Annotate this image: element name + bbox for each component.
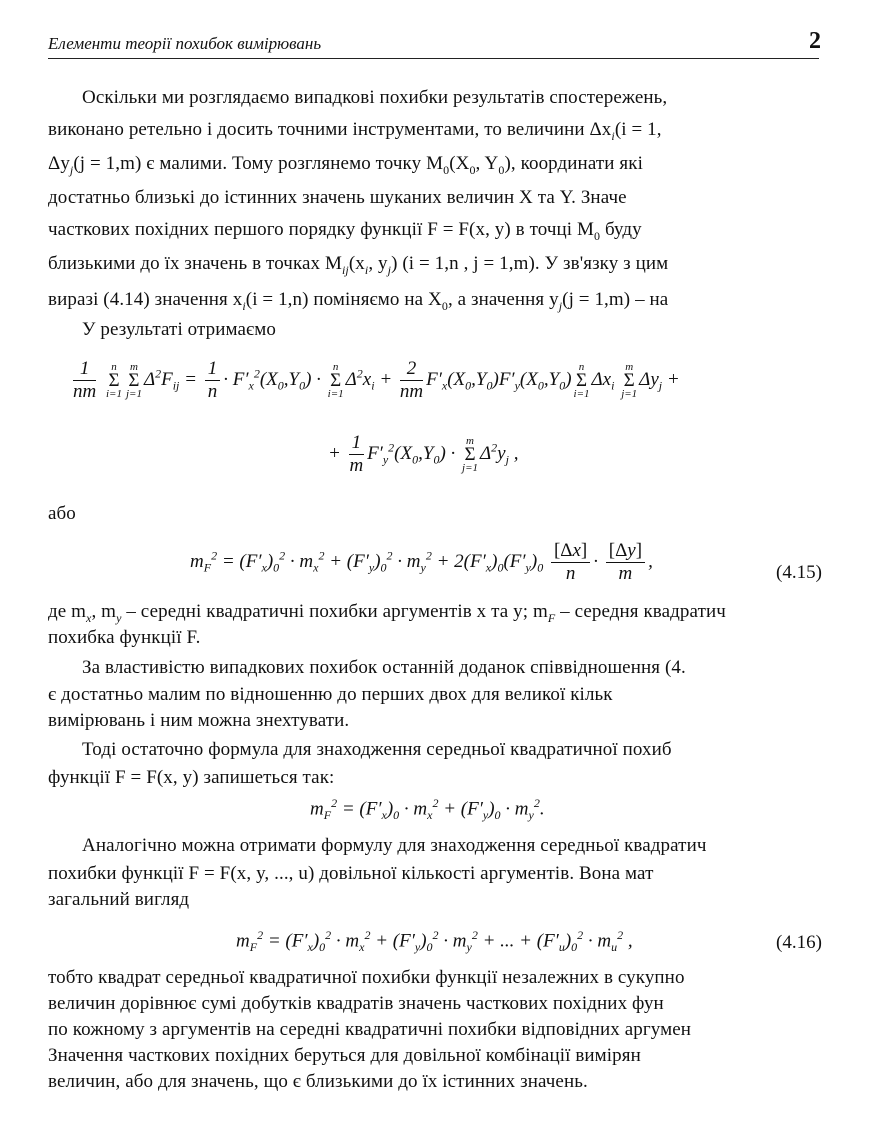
paragraph-line: близькими до їх значень в точках $M_{ij}(x_i$, $y_j$) (i = 1,n , j = 1,m). У зв'язку з цим [48, 253, 669, 277]
equation-sum-expansion-cont: + $\frac{1}{m}$ $F'_y^2(X_0,Y_0)$ · m Σ j=1 $\Delta^2y_j$ , [328, 432, 519, 476]
equation-number: (4.16) [776, 932, 822, 953]
paragraph-line: величин, або для значень, що є близькими до їх істинних значень. [48, 1071, 588, 1092]
paragraph-line: Оскільки ми розглядаємо випадкові похибки результатів спостережень, [82, 87, 668, 108]
paragraph-line: по кожному з аргументів на середні квадратичні похибки відповідних аргумен [48, 1019, 692, 1040]
paragraph-line: величин дорівнює сумі добутків квадратів значень часткових похідних фун [48, 993, 664, 1014]
paragraph-line: загальний вигляд [48, 889, 190, 910]
equation-simplified: $m_F^2 = (F'_x)_0 \cdot m_x^2 + (F'_y)_0 \cdot m_y^2$. [310, 796, 545, 823]
equation-4-15: $m_F^2 = (F'_x)_0^2 \cdot m_x^2 + (F'_y)_0^2 \cdot m_y^2 + 2(F'_x)_0(F'_y)_0$ $\frac{[\Delta x]}{n}$ · $\frac{[\Delta y]}{m}$ , [190, 540, 653, 584]
paragraph-line: функції F = F(x, y) запишеться так: [48, 767, 335, 788]
paragraph-line: де $m_x$, $m_y$ – середні квадратичні похибки аргументів x та y; $m_F$ – середня квадратич [48, 601, 726, 625]
running-title: Елементи теорії похибок вимірювань [48, 34, 322, 53]
paragraph-line: виконано ретельно і досить точними інструментами, то величини $\Delta x_i(i = 1$, [48, 119, 662, 143]
paragraph-line: є достатньо малим по відношенню до перших двох для великої кільк [48, 684, 613, 705]
paragraph-line: Значення часткових похідних беруться для довільної комбінації вимірян [48, 1045, 641, 1066]
paragraph-line: похибка функції F. [48, 627, 201, 648]
paragraph-line: Тоді остаточно формула для знаходження середньої квадратичної похиб [82, 739, 672, 760]
paragraph-line: виразі (4.14) значення $x_i(i = 1,n)$ поміняємо на $X_0$, а значення $y_j(j = 1,m)$ – на [48, 289, 669, 313]
paragraph-line: За властивістю випадкових похибок останній доданок співвідношення (4. [82, 657, 686, 678]
paragraph-line: вимірювань і ним можна знехтувати. [48, 710, 350, 731]
paragraph-line: тобто квадрат середньої квадратичної похибки функції незалежних в сукупно [48, 967, 685, 988]
paragraph-line: достатньо близькі до істинних значень шуканих величин X та Y. Значе [48, 187, 627, 208]
equation-4-16: $m_F^2 = (F'_x)_0^2 \cdot m_x^2 + (F'_y)_0^2 \cdot m_y^2$ + ... + $(F'_u)_0^2 \cdot m_u^2$ , [236, 928, 633, 955]
fraction: $\frac{1}{nm}$ [73, 358, 97, 402]
equation-number: (4.15) [776, 562, 822, 583]
paragraph-line: $\Delta y_j(j = 1,m)$ є малими. Тому розглянемо точку $M_0(X_0$, $Y_0$), координати які [48, 153, 643, 177]
running-header [48, 28, 821, 59]
paragraph-line: Аналогічно можна отримати формулу для знаходження середньої квадратич [82, 835, 707, 856]
paragraph-line: похибки функції F = F(x, y, ..., u) довільної кількості аргументів. Вона мат [48, 863, 654, 884]
paragraph-line: У результаті отримаємо [82, 319, 277, 340]
paragraph-line: або [48, 503, 76, 524]
equation-sum-expansion: $\frac{1}{nm}$ n Σ i=1 m Σ j=1 $\Delta^2F_{ij}$ = $\frac{1}{n}$ · $F'_x^2(X_0,Y_0)$ · n Σ i=1 $\Delta^2x_i$ + $\frac{2}{nm}$ $F'_x(X_0,Y_0)F'_y(X_0,Y_0)$ n Σ i=1 $\Delta x_i$ m Σ j=1 $\Delta y_j$ + [73, 358, 680, 402]
page-number: 2 [809, 28, 821, 54]
paragraph-line: часткових похідних першого порядку функції F = F(x, y) в точці $M_0$ буду [48, 219, 642, 243]
